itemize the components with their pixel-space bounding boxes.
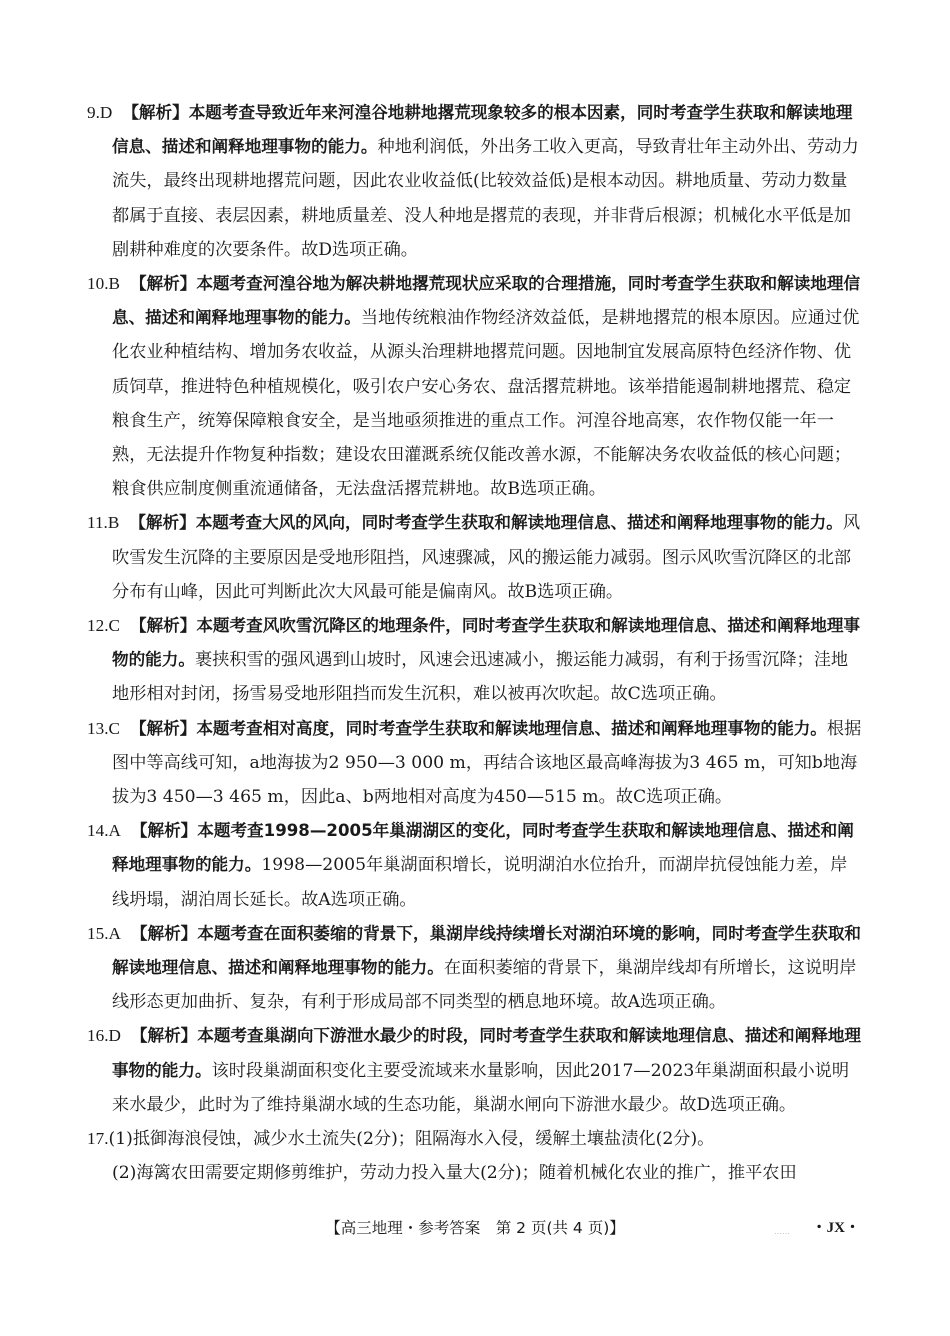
faint-mark: …… xyxy=(774,1227,790,1236)
analysis-label: 【解析】 xyxy=(130,1026,198,1046)
analysis-topic: 本题考查大风的风向，同时考查学生获取和解读地理信息、描述和阐释地理事物的能力。 xyxy=(195,513,843,533)
analysis-label: 【解析】 xyxy=(130,821,198,841)
analysis-label: 【解析】 xyxy=(122,103,189,122)
question-number: 12. xyxy=(87,616,109,636)
question-number: 10. xyxy=(87,274,109,294)
answer-17-part1-text: (1)抵御海浪侵蚀，减少水土流失(2分)；阻隔海水入侵，缓解土壤盐渍化(2分)。 xyxy=(108,1129,715,1150)
answer-letter: A xyxy=(108,821,121,841)
analysis-label: 【解析】 xyxy=(129,616,197,636)
analysis-body: 种地利润低，外出务工收入更高，导致青壮年主动外出、劳动力流失，最终出现耕地撂荒问题，因此农业收益低(比较效益低)是根本动因。耕地质量、劳动力数量都属于直接、表层因素，耕地质量差、没人种地是撂荒的表现，并非背后根源；机械化水平低是加剧耕种难度的次要条件。故D选项正确。 xyxy=(112,137,859,260)
question-number: 11. xyxy=(87,513,108,533)
analysis-body: 裹挟积雪的强风遇到山坡时，风速会迅速减小，搬运能力减弱，有利于扬雪沉降；洼地地形相对封闭，扬雪易受地形阻挡而发生沉积，难以被再次吹起。故C选项正确。 xyxy=(112,650,849,705)
analysis-topic: 本题考查相对高度，同时考查学生获取和解读地理信息、描述和阐释地理事物的能力。 xyxy=(196,718,827,738)
answer-item xyxy=(87,609,863,712)
analysis-topic: 本题考查1998—2005年巢湖湖区的变化，同时考查学生获取和解读地理信息、描述和阐释地理事物的能力。 xyxy=(112,821,854,875)
analysis-topic: 本题考查在面积萎缩的背景下，巢湖岸线持续增长对湖泊环境的影响，同时考查学生获取和解读地理信息、描述和阐释地理事物的能力。 xyxy=(112,923,862,978)
answer-list xyxy=(87,96,863,1122)
page-footer: 【高三地理・参考答案 第 2 页(共 4 页)】 xyxy=(325,1219,625,1237)
question-number: 17. xyxy=(87,1129,109,1149)
analysis-body: 风吹雪发生沉降的主要原因是受地形阻挡，风速骤减，风的搬运能力减弱。图示风吹雪沉降区的北部分布有山峰，因此可判断此次大风最可能是偏南风。故B选项正确。 xyxy=(112,513,861,602)
analysis-body: 在面积萎缩的背景下，巢湖岸线却有所增长，这说明岸线形态更加曲折、复杂，有利于形成局部不同类型的栖息地环境。故A选项正确。 xyxy=(112,958,857,1013)
analysis-topic: 本题考查河湟谷地为解决耕地撂荒现状应采取的合理措施，同时考查学生获取和解读地理信息、描述和阐释地理事物的能力。 xyxy=(112,274,861,328)
analysis-label: 【解析】 xyxy=(129,513,196,533)
analysis-body: 1998—2005年巢湖面积增长，说明湖泊水位抬升，而湖岸抗侵蚀能力差，岸线坍塌，湖泊周长延长。故A选项正确。 xyxy=(112,855,848,910)
answer-letter: B xyxy=(107,513,120,533)
question-number: 16. xyxy=(87,1026,109,1046)
answer-item xyxy=(87,96,863,267)
analysis-topic: 本题考查风吹雪沉降区的地理条件，同时考查学生获取和解读地理信息、描述和阐释地理事物的能力。 xyxy=(112,616,861,670)
question-number: 14. xyxy=(87,821,109,841)
answer-item xyxy=(87,814,863,917)
answer-item xyxy=(87,267,863,506)
answer-letter: C xyxy=(108,718,120,738)
answer-item-17 xyxy=(87,1122,863,1190)
answer-letter: B xyxy=(108,274,120,294)
question-number: 9. xyxy=(87,103,100,122)
analysis-body: 当地传统粮油作物经济效益低，是耕地撂荒的根本原因。应通过优化农业种植结构、增加务农收益，从源头治理耕地撂荒问题。因地制宜发展高原特色经济作物、优质饲草，推进特色种植规模化，吸引农户安心务农、盘活撂荒耕地。该举措能遏制耕地撂荒、稳定粮食生产，统筹保障粮食安全，是当地亟须推进的重点工作。河湟谷地高寒，农作物仅能一年一熟，无法提升作物复种指数；建设农田灌溉系统仅能改善水源，不能解决务农收益低的核心问题；粮食供应制度侧重流通储备，无法盘活撂荒耕地。故B选项正确。 xyxy=(112,308,860,500)
analysis-label: 【解析】 xyxy=(130,923,198,943)
answer-content xyxy=(87,96,863,1191)
answer-letter: C xyxy=(108,616,120,636)
analysis-body: 根据图中等高线可知，a地海拔为2 950—3 000 m，再结合该地区最高峰海拔为3 465 m，可知b地海拔为3 450—3 465 m，因此a、b两地相对高度为450—515 m。故C选项正确。 xyxy=(112,718,862,808)
question-number: 15. xyxy=(87,923,109,943)
region-tag: ・JX・ xyxy=(811,1220,860,1236)
answer-item xyxy=(87,1019,863,1122)
answer-letter: D xyxy=(99,103,113,122)
analysis-body: 该时段巢湖面积变化主要受流域来水量影响，因此2017—2023年巢湖面积最小说明来水最少，此时为了维持巢湖水域的生态功能，巢湖水闸向下游泄水最少。故D选项正确。 xyxy=(112,1060,850,1115)
analysis-topic: 本题考查巢湖向下游泄水最少的时段，同时考查学生获取和解读地理信息、描述和阐释地理事物的能力。 xyxy=(112,1026,862,1080)
analysis-label: 【解析】 xyxy=(129,274,197,294)
question-number: 13. xyxy=(87,718,109,738)
answer-17-part2: (2)海篱农田需要定期修剪维护，劳动力投入量大(2分)；随着机械化农业的推广，推平农田 xyxy=(112,1163,797,1184)
answer-17-part1 xyxy=(87,1122,863,1156)
answer-item xyxy=(87,917,863,1020)
analysis-label: 【解析】 xyxy=(129,718,197,738)
answer-letter: D xyxy=(108,1026,121,1046)
answer-item xyxy=(87,712,863,815)
analysis-topic: 本题考查导致近年来河湟谷地耕地撂荒现象较多的根本因素，同时考查学生获取和解读地理信息、描述和阐释地理事物的能力。 xyxy=(112,103,853,157)
answer-letter: A xyxy=(108,923,121,943)
answer-item xyxy=(87,506,863,609)
